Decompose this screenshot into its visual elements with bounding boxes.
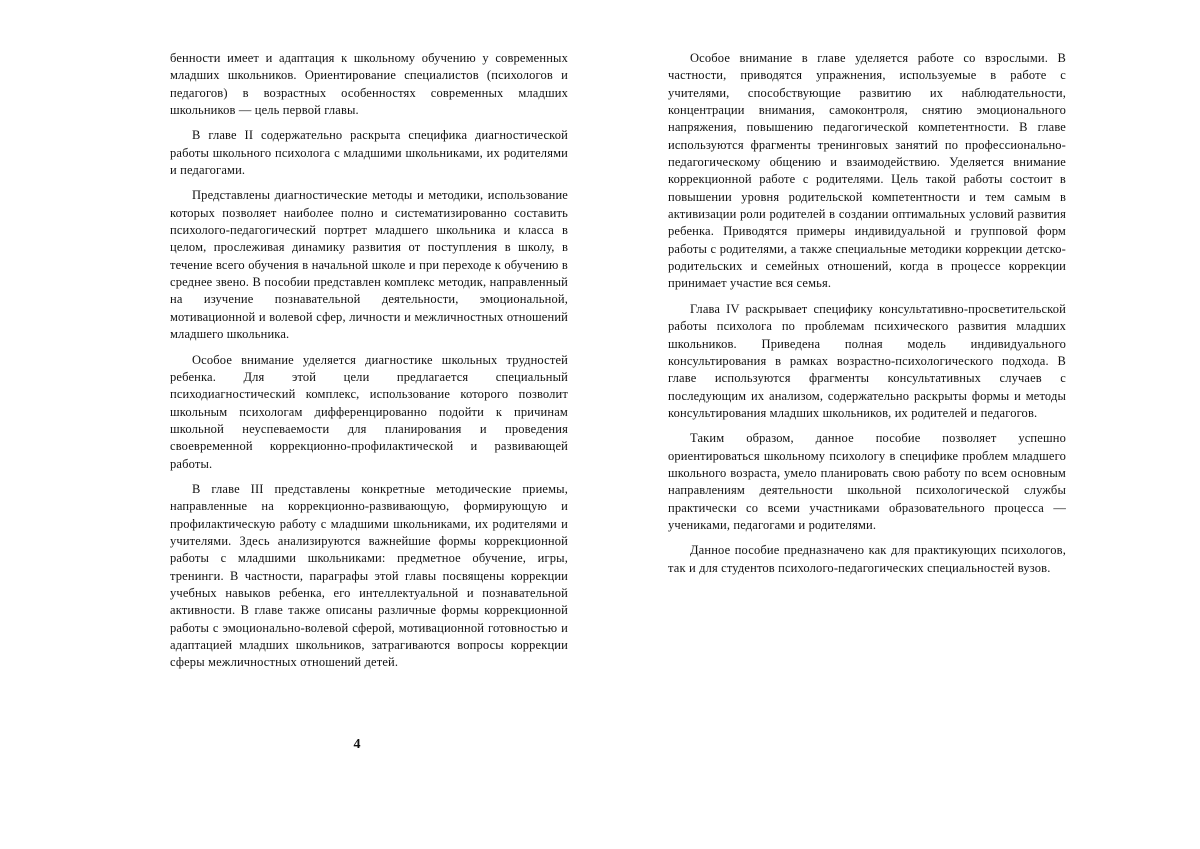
paragraph: Особое внимание уделяется диагностике школьных трудностей ребенка. Для этой цели предлагается специальный психодиагностический комплекс, использование которого позволит школьным психологам дифференцированно подойти к причинам школьной неуспеваемости для планирования и проведения своевременной коррекционно-профилактической и развивающей работы. [170,352,568,471]
paragraph: В главе III представлены конкретные методические приемы, направленные на коррекционно-развивающую, формирующую и профилактическую работу с младшими школьниками, их родителями и учителями. Здесь анализируются важнейшие формы коррекционной работы с младшими школьниками: предметное обучение, игры, тренинги. В частности, параграфы этой главы посвящены коррекции учебных навыков ребенка, его интеллектуальной и познавательной активности. В главе также описаны различные формы коррекционной работы с эмоционально-волевой сферой, мотивационной готовностью и адаптацией младших школьников, затрагиваются вопросы коррекции сферы межличностных отношений детей. [170,481,568,670]
paragraph: Глава IV раскрывает специфику консультативно-просветительской работы психолога по проблемам психического развития младших школьников. Приведена полная модель индивидуального консультирования в рамках возрастно-психологического подхода. В главе используются фрагменты консультативных случаев с последующим их анализом, содержательно раскрыты формы и методы консультирования младших школьников, их родителей и педагогов. [668,301,1066,420]
paragraph: Данное пособие предназначено как для практикующих психологов, так и для студентов психолого-педагогических специальностей вузов. [668,543,1066,575]
paragraph: Таким образом, данное пособие позволяет успешно ориентироваться школьному психологу в специфике проблем младшего школьного возраста, умело планировать свою работу по всем основным направлениям деятельности школьной психологической службы практически со всеми участниками образовательного процесса — учениками, педагогами и родителями. [668,431,1066,532]
paragraph: Особое внимание в главе уделяется работе со взрослыми. В частности, приводятся упражнения, используемые в работе с учителями, способствующие развитию их наблюдательности, концентрации внимания, самоконтроля, снятию эмоционального напряжения, повышению педагогической компетентности. В главе используются фрагменты тренинговых занятий по профессионально-педагогическому общению и взаимодействию. Уделяется внимание коррекционной работе с родителями. Цель такой работы состоит в повышении уровня родительской компетентности и тем самым в активизации роли родителей в создании оптимальных условий развития ребенка. Приводятся примеры индивидуальной и групповой форм работы с родителями, а также специальные методики коррекции детско-родительских и семейных отношений, когда в процессе коррекции принимает участие вся семья. [668,51,1066,291]
paragraph: бенности имеет и адаптация к школьному обучению у современных младших школьников. Ориентирование специалистов (психологов и педагогов) в возрастных особенностях современных младших школьников — цель первой главы. [170,51,568,118]
paragraph: В главе II содержательно раскрыта специфика диагностической работы школьного психолога с младшими школьниками, их родителями и педагогами. [170,128,568,178]
right-page-text [668,50,1066,585]
paragraph: Представлены диагностические методы и методики, использование которых позволяет наиболее полно и систематизированно составить психолого-педагогический портрет младшего школьника и класса в целом, прослеживая динамику развития от поступления в школу, в течение всего обучения в начальной школе и при переходе к обучению в среднее звено. В пособии представлен комплекс методик, направленный на изучение познавательной деятельности, эмоциональной, мотивационной и волевой сфер, личности и межличностных отношений младшего школьника. [170,188,568,342]
page-number: 4 [353,737,361,752]
left-page-text [170,50,568,680]
